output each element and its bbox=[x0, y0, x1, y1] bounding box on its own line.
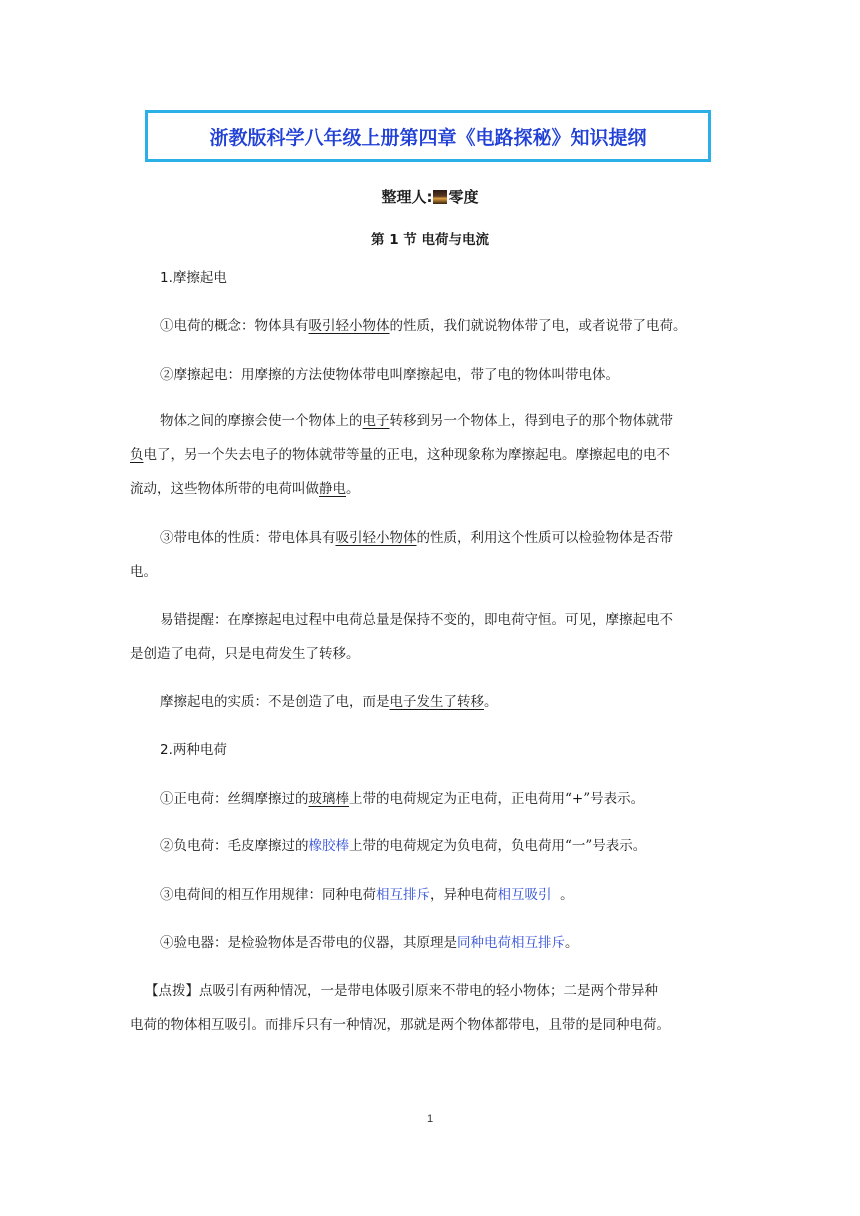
text: ①电荷的概念：物体具有 bbox=[160, 318, 309, 334]
highlighted-term: 同种电荷相互排斥 bbox=[457, 935, 565, 951]
text: ②负电荷：毛皮摩擦过的 bbox=[160, 838, 309, 854]
underlined-term: 玻璃棒 bbox=[308, 791, 349, 807]
text: 。 bbox=[484, 694, 498, 710]
paragraph-electron-transfer-l2 bbox=[130, 445, 730, 465]
paragraph-tip-l1: 【点拨】点吸引有两种情况，一是带电体吸引原来不带电的轻小物体；二是两个带异种 bbox=[145, 983, 658, 999]
text: 物体之间的摩擦会使一个物体上的 bbox=[160, 413, 363, 429]
author-line bbox=[0, 186, 860, 207]
text: 摩擦起电的实质：不是创造了电，而是 bbox=[160, 694, 390, 710]
underlined-term: 电子 bbox=[362, 413, 390, 429]
paragraph-tip-l2: 电荷的物体相互吸引。而排斥只有一种情况，那就是两个物体都带电，且带的是同种电荷。 bbox=[130, 1017, 670, 1033]
paragraph-friction-definition: ②摩擦起电：用摩擦的方法使物体带电叫摩擦起电，带了电的物体叫带电体。 bbox=[160, 367, 619, 383]
underlined-term: 电子发生了转移 bbox=[389, 694, 484, 710]
text: ③电荷间的相互作用规律：同种电荷 bbox=[160, 887, 376, 903]
paragraph-essence bbox=[160, 692, 760, 712]
text: 上带的电荷规定为正电荷，正电荷用“+”号表示。 bbox=[349, 791, 645, 807]
section-title: 第 1 节 电荷与电流 bbox=[371, 232, 489, 248]
text: ①正电荷：丝绸摩擦过的 bbox=[160, 791, 309, 807]
title-box bbox=[145, 110, 711, 162]
author-avatar-icon bbox=[433, 190, 447, 204]
text: 。 bbox=[346, 481, 360, 497]
text: 上带的电荷规定为负电荷，负电荷用“一”号表示。 bbox=[349, 838, 647, 854]
text: 。 bbox=[551, 887, 574, 903]
text: 。 bbox=[565, 935, 579, 951]
underlined-term: 吸引轻小物体 bbox=[335, 530, 417, 546]
paragraph-positive-charge bbox=[160, 789, 760, 809]
text: 流动，这些物体所带的电荷叫做 bbox=[130, 481, 319, 497]
paragraph-electroscope bbox=[160, 933, 760, 953]
author-label: 整理人: bbox=[381, 188, 433, 206]
heading-two-charges: 2.两种电荷 bbox=[160, 742, 227, 758]
highlighted-term: 橡胶棒 bbox=[308, 838, 349, 854]
paragraph-electron-transfer-l3 bbox=[130, 479, 730, 499]
underlined-term: 负 bbox=[130, 447, 144, 463]
page-number: 1 bbox=[426, 1113, 434, 1125]
paragraph-negative-charge bbox=[160, 836, 760, 856]
underlined-term: 静电 bbox=[319, 481, 346, 497]
paragraph-charged-body-l1 bbox=[160, 528, 760, 548]
highlighted-term: 相互排斥 bbox=[376, 887, 430, 903]
text: ，异种电荷 bbox=[430, 887, 498, 903]
highlighted-term: 相互吸引 bbox=[497, 887, 552, 903]
underlined-term: 吸引轻小物体 bbox=[308, 318, 390, 334]
heading-friction-electrification: 1.摩擦起电 bbox=[160, 270, 227, 286]
text: 的性质，我们就说物体带了电，或者说带了电荷。 bbox=[389, 318, 687, 334]
paragraph-charged-body-l2: 电。 bbox=[130, 564, 157, 580]
text: 电了，另一个失去电子的物体就带等量的正电，这种现象称为摩擦起电。摩擦起电的电不 bbox=[143, 447, 670, 463]
document-title: 浙教版科学八年级上册第四章《电路探秘》知识提纲 bbox=[209, 126, 647, 149]
text: 的性质，利用这个性质可以检验物体是否带 bbox=[416, 530, 673, 546]
paragraph-interaction-rule bbox=[160, 885, 760, 905]
text: ④验电器：是检验物体是否带电的仪器，其原理是 bbox=[160, 935, 457, 951]
text: 转移到另一个物体上，得到电子的那个物体就带 bbox=[389, 413, 673, 429]
text: ③带电体的性质：带电体具有 bbox=[160, 530, 336, 546]
author-name: 零度 bbox=[448, 188, 479, 206]
paragraph-error-tip-l1: 易错提醒：在摩擦起电过程中电荷总量是保持不变的，即电荷守恒。可见，摩擦起电不 bbox=[160, 612, 673, 628]
paragraph-error-tip-l2: 是创造了电荷，只是电荷发生了转移。 bbox=[130, 646, 360, 662]
paragraph-charge-concept bbox=[160, 316, 760, 336]
paragraph-electron-transfer-l1 bbox=[160, 411, 760, 431]
